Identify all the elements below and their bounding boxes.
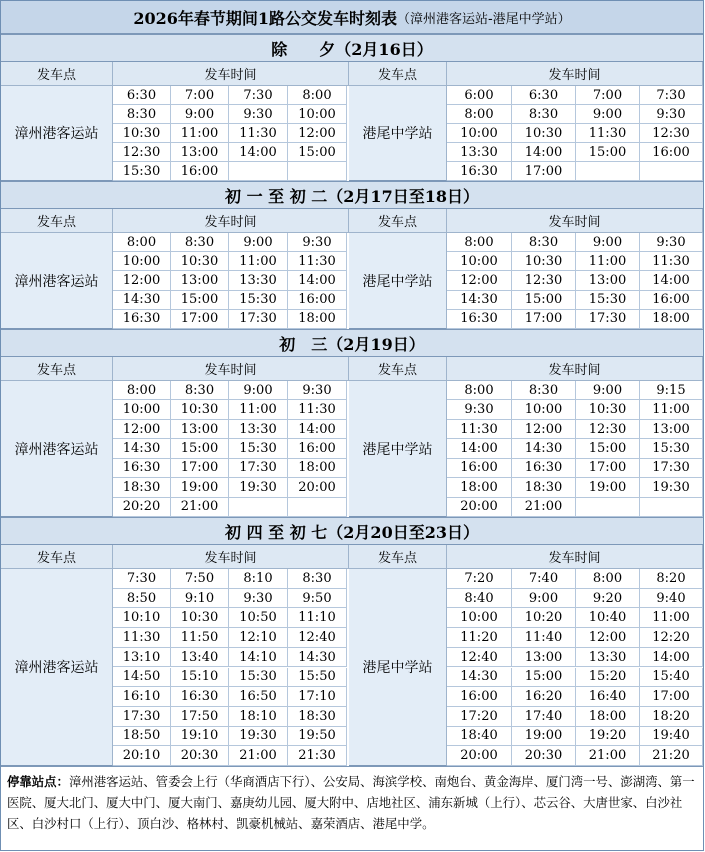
time-cell: 11:30 [576,124,640,143]
time-cell: 14:00 [288,420,347,439]
time-cell: 7:30 [640,86,703,105]
time-cell: 16:30 [447,162,512,181]
time-cell: 17:30 [229,459,288,478]
time-cell: 12:00 [288,124,347,143]
time-cell: 10:40 [576,608,640,628]
time-cell: 12:00 [576,628,640,648]
time-cell: 17:00 [512,162,576,181]
time-cell: 13:00 [171,420,229,439]
time-cell: 10:30 [512,252,576,271]
time-cell: 8:30 [113,105,171,124]
time-cell: 9:20 [576,589,640,609]
station-right: 港尾中学站 [349,86,447,181]
time-cell: 11:10 [288,608,347,628]
time-cell [576,162,640,181]
departure-time-header: 发车时间 [113,62,349,86]
time-cell: 11:30 [113,628,171,648]
time-cell: 6:00 [447,86,512,105]
time-cell: 11:30 [447,420,512,439]
time-cell: 15:30 [576,291,640,310]
time-cell: 12:40 [447,648,512,668]
time-cell: 15:30 [229,291,288,310]
departure-point-header: 发车点 [349,357,447,381]
time-cell: 9:00 [576,105,640,124]
time-cell: 17:20 [447,707,512,727]
section-title: 初 一 至 初 二（2月17日至18日） [1,181,703,209]
time-cell [288,162,347,181]
station-right: 港尾中学站 [349,381,447,517]
title-main: 2026年春节期间1路公交发车时刻表 [133,8,397,28]
time-cell: 15:00 [288,143,347,162]
time-cell: 11:00 [576,252,640,271]
time-cell: 12:10 [229,628,288,648]
section-title: 除 夕（2月16日） [1,34,703,62]
time-cell: 13:30 [576,648,640,668]
time-cell: 14:30 [512,439,576,458]
time-cell: 15:00 [171,291,229,310]
time-cell: 19:00 [512,727,576,747]
time-cell: 7:00 [171,86,229,105]
section-title: 初 四 至 初 七（2月20日至23日） [1,517,703,545]
time-cell: 14:30 [447,291,512,310]
departure-time-header: 发车时间 [447,209,703,233]
departure-point-header: 发车点 [1,209,113,233]
time-cell: 15:00 [576,143,640,162]
time-cell: 10:30 [576,400,640,419]
time-cell: 14:10 [229,648,288,668]
time-cell: 7:00 [576,86,640,105]
time-cell: 14:00 [512,143,576,162]
time-cell: 16:00 [288,439,347,458]
time-cell: 9:30 [229,105,288,124]
time-cell: 13:30 [229,420,288,439]
time-cell: 15:20 [576,668,640,688]
time-cell: 15:30 [229,668,288,688]
time-cell: 8:40 [447,589,512,609]
time-cell: 20:20 [113,498,171,517]
time-cell: 8:20 [640,569,703,589]
departure-point-header: 发车点 [1,62,113,86]
time-cell: 16:00 [640,291,703,310]
time-cell: 14:00 [229,143,288,162]
time-cell: 18:50 [113,727,171,747]
time-cell: 21:00 [576,746,640,766]
time-cell: 12:00 [447,271,512,290]
time-cell: 9:00 [171,105,229,124]
time-cell: 15:40 [640,668,703,688]
time-cell: 11:00 [229,400,288,419]
time-cell: 8:30 [171,233,229,252]
time-cell: 10:00 [113,400,171,419]
time-cell: 8:30 [512,105,576,124]
time-cell: 9:00 [576,381,640,400]
time-cell: 21:20 [640,746,703,766]
time-cell: 15:30 [640,439,703,458]
time-cell [576,498,640,517]
stops-list: 漳州港客运站、管委会上行（华商酒店下行）、公安局、海滨学校、南炮台、黄金海岸、厦门湾一号、澎湖湾、第一医院、厦大北门、厦大中门、厦大南门、嘉庚幼儿园、厦大附中、店地社区、浦东新城（上行）、芯云谷、大唐世家、白沙社区、白沙村口（上行）、顶白沙、格林村、凯豪机械站、嘉荣酒店、港尾中学。 [7,774,695,831]
time-cell: 9:40 [640,589,703,609]
time-cell: 18:40 [447,727,512,747]
time-cell: 9:30 [447,400,512,419]
station-right: 港尾中学站 [349,569,447,766]
time-cell: 8:30 [171,381,229,400]
time-cell: 10:50 [229,608,288,628]
station-left: 漳州港客运站 [1,381,113,517]
departure-time-header: 发车时间 [113,209,349,233]
time-cell: 14:30 [113,291,171,310]
time-cell: 16:30 [447,310,512,329]
time-cell: 10:00 [512,400,576,419]
time-cell: 10:30 [113,124,171,143]
time-cell: 21:00 [229,746,288,766]
time-cell: 10:00 [447,124,512,143]
departure-point-header: 发车点 [349,62,447,86]
time-cell: 16:00 [288,291,347,310]
time-cell: 18:20 [640,707,703,727]
time-cell: 9:00 [229,233,288,252]
time-cell: 10:30 [171,608,229,628]
time-cell: 16:30 [113,310,171,329]
time-cell: 16:00 [447,687,512,707]
time-cell: 17:00 [512,310,576,329]
time-cell: 9:15 [640,381,703,400]
time-cell: 17:40 [512,707,576,727]
time-cell: 16:30 [512,459,576,478]
time-cell: 10:30 [512,124,576,143]
time-cell: 8:00 [113,381,171,400]
time-cell: 16:30 [171,687,229,707]
time-cell: 11:00 [640,608,703,628]
station-right: 港尾中学站 [349,233,447,329]
stops-label: 停靠站点： [7,774,69,789]
time-cell: 21:30 [288,746,347,766]
time-cell: 9:30 [288,233,347,252]
time-cell: 8:50 [113,589,171,609]
time-cell: 20:10 [113,746,171,766]
time-cell: 18:00 [288,459,347,478]
time-cell: 12:00 [512,420,576,439]
time-cell: 10:00 [447,608,512,628]
departure-point-header: 发车点 [1,357,113,381]
time-cell: 8:30 [512,233,576,252]
time-cell: 12:20 [640,628,703,648]
time-cell [640,498,703,517]
time-cell: 19:40 [640,727,703,747]
time-cell: 17:30 [113,707,171,727]
time-cell: 20:30 [171,746,229,766]
time-cell: 19:30 [229,727,288,747]
time-cell: 9:30 [640,233,703,252]
time-cell: 8:00 [576,569,640,589]
time-cell: 18:30 [288,707,347,727]
time-cell: 20:00 [288,478,347,497]
time-cell: 9:50 [288,589,347,609]
time-cell [288,498,347,517]
time-cell: 13:30 [447,143,512,162]
time-cell: 14:30 [447,668,512,688]
time-cell: 9:30 [640,105,703,124]
time-cell: 11:00 [171,124,229,143]
time-cell: 17:00 [171,459,229,478]
time-cell: 18:00 [576,707,640,727]
time-cell: 10:30 [171,252,229,271]
time-cell: 16:00 [171,162,229,181]
time-cell: 11:30 [288,400,347,419]
time-cell: 19:50 [288,727,347,747]
time-cell: 19:20 [576,727,640,747]
time-cell: 9:30 [288,381,347,400]
time-cell: 7:50 [171,569,229,589]
time-cell: 17:00 [640,687,703,707]
departure-time-header: 发车时间 [447,545,703,569]
time-cell: 13:00 [640,420,703,439]
time-cell: 9:10 [171,589,229,609]
time-cell: 14:30 [288,648,347,668]
time-cell: 11:30 [640,252,703,271]
time-cell: 15:00 [512,291,576,310]
time-cell: 19:00 [171,478,229,497]
time-cell: 15:30 [113,162,171,181]
time-cell: 18:10 [229,707,288,727]
departure-point-header: 发车点 [349,209,447,233]
time-cell: 8:00 [447,381,512,400]
page-title [1,1,703,34]
time-cell: 7:30 [229,86,288,105]
time-cell: 16:20 [512,687,576,707]
time-cell: 15:00 [512,668,576,688]
time-cell: 14:00 [640,648,703,668]
time-cell: 13:00 [171,271,229,290]
time-cell: 10:00 [447,252,512,271]
time-cell: 13:00 [171,143,229,162]
time-cell: 8:00 [447,105,512,124]
time-cell: 7:40 [512,569,576,589]
departure-time-header: 发车时间 [113,357,349,381]
time-cell: 12:30 [512,271,576,290]
time-cell: 15:00 [171,439,229,458]
departure-time-header: 发车时间 [447,62,703,86]
time-cell: 14:50 [113,668,171,688]
departure-time-header: 发车时间 [113,545,349,569]
station-left: 漳州港客运站 [1,233,113,329]
time-cell: 6:30 [113,86,171,105]
time-cell: 11:30 [288,252,347,271]
time-cell: 21:00 [512,498,576,517]
time-cell: 16:00 [447,459,512,478]
departure-point-header: 发车点 [1,545,113,569]
time-cell: 12:30 [576,420,640,439]
time-cell: 13:00 [576,271,640,290]
time-cell: 19:00 [576,478,640,497]
time-cell: 15:10 [171,668,229,688]
time-cell: 12:30 [113,143,171,162]
time-cell: 12:30 [640,124,703,143]
time-cell: 17:00 [171,310,229,329]
time-cell: 20:00 [447,498,512,517]
time-cell: 18:30 [512,478,576,497]
time-cell: 6:30 [512,86,576,105]
time-cell: 14:30 [113,439,171,458]
departure-point-header: 发车点 [349,545,447,569]
time-cell: 13:30 [229,271,288,290]
departure-time-header: 发车时间 [447,357,703,381]
time-cell: 17:30 [576,310,640,329]
time-cell: 17:00 [576,459,640,478]
time-cell [640,162,703,181]
time-cell: 10:30 [171,400,229,419]
time-cell: 16:50 [229,687,288,707]
time-cell: 18:00 [447,478,512,497]
section-title: 初 三（2月19日） [1,329,703,357]
time-cell: 9:00 [229,381,288,400]
time-cell: 7:20 [447,569,512,589]
time-cell: 8:30 [512,381,576,400]
time-cell: 8:00 [288,86,347,105]
time-cell: 9:00 [512,589,576,609]
time-cell: 16:40 [576,687,640,707]
time-cell: 7:30 [113,569,171,589]
time-cell [229,162,288,181]
time-cell: 14:00 [447,439,512,458]
time-cell: 19:30 [640,478,703,497]
time-cell: 11:00 [640,400,703,419]
time-cell: 8:10 [229,569,288,589]
time-cell: 15:00 [576,439,640,458]
time-cell: 17:30 [640,459,703,478]
time-cell: 13:00 [512,648,576,668]
time-cell: 11:40 [512,628,576,648]
time-cell: 16:10 [113,687,171,707]
time-cell: 18:30 [113,478,171,497]
time-cell: 9:00 [576,233,640,252]
time-cell: 12:00 [113,420,171,439]
time-cell: 13:10 [113,648,171,668]
stops-note [1,766,703,851]
time-cell: 21:00 [171,498,229,517]
time-cell: 18:00 [288,310,347,329]
time-cell: 10:20 [512,608,576,628]
time-cell: 12:40 [288,628,347,648]
time-cell: 19:10 [171,727,229,747]
time-cell: 20:00 [447,746,512,766]
title-route: （漳州港客运站-港尾中学站） [396,11,571,27]
time-cell: 16:00 [640,143,703,162]
time-cell: 17:50 [171,707,229,727]
time-cell [229,498,288,517]
time-cell: 17:30 [229,310,288,329]
time-cell: 14:00 [640,271,703,290]
time-cell: 12:00 [113,271,171,290]
station-left: 漳州港客运站 [1,569,113,766]
time-cell: 14:00 [288,271,347,290]
time-cell: 10:00 [113,252,171,271]
time-cell: 19:30 [229,478,288,497]
time-cell: 8:00 [113,233,171,252]
time-cell: 13:40 [171,648,229,668]
time-cell: 15:30 [229,439,288,458]
time-cell: 8:30 [288,569,347,589]
time-cell: 9:30 [229,589,288,609]
time-cell: 17:10 [288,687,347,707]
time-cell: 11:20 [447,628,512,648]
time-cell: 11:30 [229,124,288,143]
time-cell: 8:00 [447,233,512,252]
time-cell: 11:00 [229,252,288,271]
time-cell: 16:30 [113,459,171,478]
time-cell: 18:00 [640,310,703,329]
time-cell: 15:50 [288,668,347,688]
time-cell: 20:30 [512,746,576,766]
time-cell: 10:10 [113,608,171,628]
time-cell: 11:50 [171,628,229,648]
time-cell: 10:00 [288,105,347,124]
station-left: 漳州港客运站 [1,86,113,181]
